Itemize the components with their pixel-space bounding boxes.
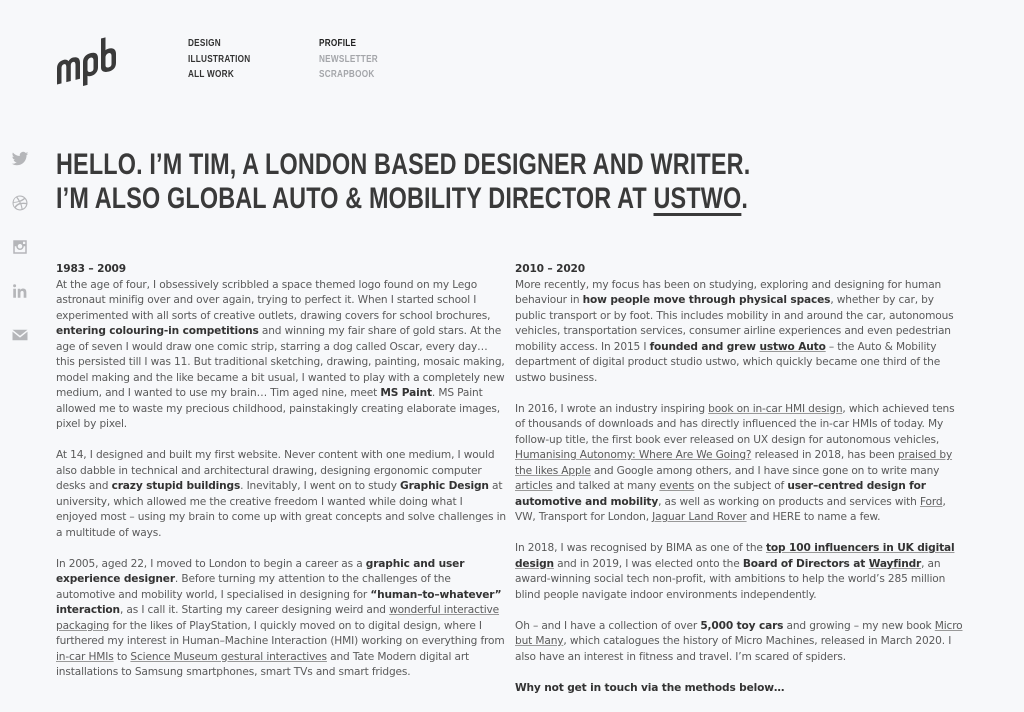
bio-column-1983-2009 <box>56 262 506 696</box>
text: , VW, Transport for London, <box>515 495 946 523</box>
text: , which achieved tens of thousands of downloads and has directly influenced the in-car HMIs of today. My follow-up title, the first book ever released on UX design for autonomous vehicles, <box>515 402 955 446</box>
text: and HERE to name a few. <box>746 511 881 523</box>
bio-paragraph <box>56 557 506 681</box>
instagram-icon[interactable] <box>11 238 29 256</box>
social-links <box>11 150 31 370</box>
emphasis: Board of Directors at <box>742 557 869 570</box>
mpb-logo-icon[interactable] <box>55 33 117 87</box>
nav-scrapbook[interactable]: SCRAPBOOK <box>319 69 375 80</box>
text: , which catalogues the history of Micro Machines, released in March 2020. I also have an interest in fitness and travel. I’m scared of spiders. <box>515 635 952 663</box>
text: and in 2019, I was elected onto the <box>553 557 743 570</box>
nav-all-work[interactable]: ALL WORK <box>188 69 235 80</box>
dribbble-icon[interactable] <box>11 194 29 212</box>
page-headline <box>56 148 750 216</box>
emphasis: crazy stupid buildings <box>111 480 241 492</box>
text: In 2016, I wrote an industry inspiring <box>515 402 709 415</box>
text: at university, which allowed me the creative freedom I wanted while doing what I enjoyed most – using my brain to come up with great concepts and solve challenges in a multitude of ways. <box>56 480 506 539</box>
text: and Tate Modern digital art installations to Samsung smartphones, smart TVs and smart fridges. <box>56 650 470 678</box>
nav-illustration[interactable]: ILLUSTRATION <box>188 53 251 65</box>
text: , as well as working on products and services with <box>658 495 920 508</box>
period-heading: 1983 – 2009 <box>56 263 126 275</box>
bio-paragraph <box>515 619 967 666</box>
linkedin-icon[interactable] <box>11 282 29 300</box>
text: released in 2018, has been <box>751 449 898 461</box>
emphasis: Graphic Design <box>400 480 489 492</box>
text: . MS Paint allowed me to waste my precious childhood, painstakingly creating elaborate images, pixel by pixel. <box>56 387 500 430</box>
text: on the subject of <box>694 480 788 492</box>
text: for the likes of PlayStation, I quickly moved on to digital design, where I furthered my interest in Human–Machine Interaction (HMI) working on everything from <box>56 619 505 647</box>
bio-paragraph <box>56 448 506 541</box>
text: More recently, my focus has been on studying, exploring and designing for human behaviour in <box>515 278 942 306</box>
events-link[interactable]: events <box>659 480 695 492</box>
emphasis: MS Paint <box>380 387 432 399</box>
mail-icon[interactable] <box>11 326 29 344</box>
text: . Before turning my attention to the challenges of the automotive and mobility world, I specialised in designing for <box>56 573 451 601</box>
bio-paragraph <box>56 278 506 433</box>
emphasis: founded and grew <box>649 340 760 353</box>
wayfindr-link[interactable]: Wayfindr <box>868 557 922 570</box>
text: and Google among others, and I have since gone on to write many <box>590 464 940 477</box>
text: , whether by car, by public transport or by foot. This includes mobility in and around the car, autonomous vehicles, transportation services, consumer airline experiences and even pedestrian mobility access. In 2015 I <box>515 294 954 353</box>
ustwo-link[interactable]: USTWO <box>653 182 742 215</box>
mpb-logo-graphic <box>55 33 117 87</box>
humanising-autonomy-link[interactable]: Humanising Autonomy: Where Are We Going? <box>515 449 752 461</box>
nav-primary <box>188 36 264 83</box>
headline-line-2-prefix: I’M ALSO GLOBAL AUTO & MOBILITY DIRECTOR AT <box>56 182 654 215</box>
text: At the age of four, I obsessively scribbled a space themed logo found on my Lego astronaut minifig over and over again, trying to perfect it. When I started school I experimented with all sorts of creative outlets, drawing covers for school brochures, <box>56 278 491 322</box>
period-heading: 2010 – 2020 <box>515 263 585 275</box>
nav-newsletter[interactable]: NEWSLETTER <box>319 53 378 65</box>
ustwo-auto-link[interactable]: ustwo Auto <box>759 340 826 353</box>
contact-cta: Why not get in touch via the methods below… <box>515 681 785 694</box>
science-museum-link[interactable]: Science Museum gestural interactives <box>130 650 327 663</box>
text: Oh – and I have a collection of over <box>515 619 701 632</box>
praise-link[interactable]: praised by the likes Apple <box>515 449 953 477</box>
bio-paragraph <box>515 278 967 387</box>
text: to <box>113 650 131 663</box>
text: In 2005, aged 22, I moved to London to begin a career as a <box>56 557 366 570</box>
hmi-book-link[interactable]: book on in-car HMI design <box>708 402 843 415</box>
text: , as I call it. Starting my career designing weird and <box>119 604 390 616</box>
headline-line-1: HELLO. I’M TIM, A LONDON BASED DESIGNER AND WRITER. <box>56 148 751 181</box>
text: , an award-winning social tech non-profit, with ambitions to help the world’s 285 million blind people navigate indoor environments independently. <box>515 557 946 601</box>
bio-paragraph <box>515 402 967 526</box>
emphasis: graphic and user experience designer <box>56 557 465 585</box>
emphasis: 5,000 toy cars <box>700 619 784 632</box>
nav-secondary <box>319 36 391 83</box>
text: . Inevitably, I went on to study <box>240 480 401 492</box>
text: and talked at many <box>552 480 660 492</box>
text: In 2018, I was recognised by BIMA as one of the <box>515 542 766 554</box>
bio-column-2010-2020 <box>515 262 967 712</box>
twitter-icon[interactable] <box>11 150 29 168</box>
nav-profile[interactable]: PROFILE <box>319 38 357 49</box>
articles-link[interactable]: articles <box>515 480 553 492</box>
ford-link[interactable]: Ford <box>919 495 943 508</box>
micro-but-many-link[interactable]: Micro but Many <box>515 619 963 647</box>
interactive-packaging-link[interactable]: wonderful interactive packaging <box>56 604 500 632</box>
text: – the Auto & Mobility department of digital product studio ustwo, which quickly became one third of the ustwo business. <box>515 340 941 384</box>
bio-paragraph <box>515 541 967 603</box>
emphasis: “human–to–whatever” interaction <box>56 588 502 616</box>
text: and growing – my new book <box>783 619 935 632</box>
headline-line-2-suffix: . <box>741 182 749 215</box>
nav-design[interactable]: DESIGN <box>188 38 221 49</box>
text: and winning my fair share of gold stars. At the age of seven I would draw one comic strip, starring a dog called Oscar, every day… this persisted till I was 11. But traditional sketching, drawing, painting, mosaic making, model making and the like became a bit usual, I wanted to play with a completely new medium, and I wanted to use my brain… Tim aged nine, meet <box>56 325 505 399</box>
text: At 14, I designed and built my first website. Never content with one medium, I would also dabble in technical and architectural drawing, designing ergonomic computer desks and <box>56 449 495 492</box>
in-car-hmis-link[interactable]: in-car HMIs <box>56 650 114 663</box>
emphasis: entering colouring-in competitions <box>56 325 259 337</box>
jaguar-land-rover-link[interactable]: Jaguar Land Rover <box>652 511 747 523</box>
top-100-influencers-link[interactable]: top 100 influencers in UK digital design <box>515 542 955 570</box>
emphasis: how people move through physical spaces <box>582 294 831 306</box>
emphasis: user–centred design for automotive and mobility <box>515 480 926 508</box>
